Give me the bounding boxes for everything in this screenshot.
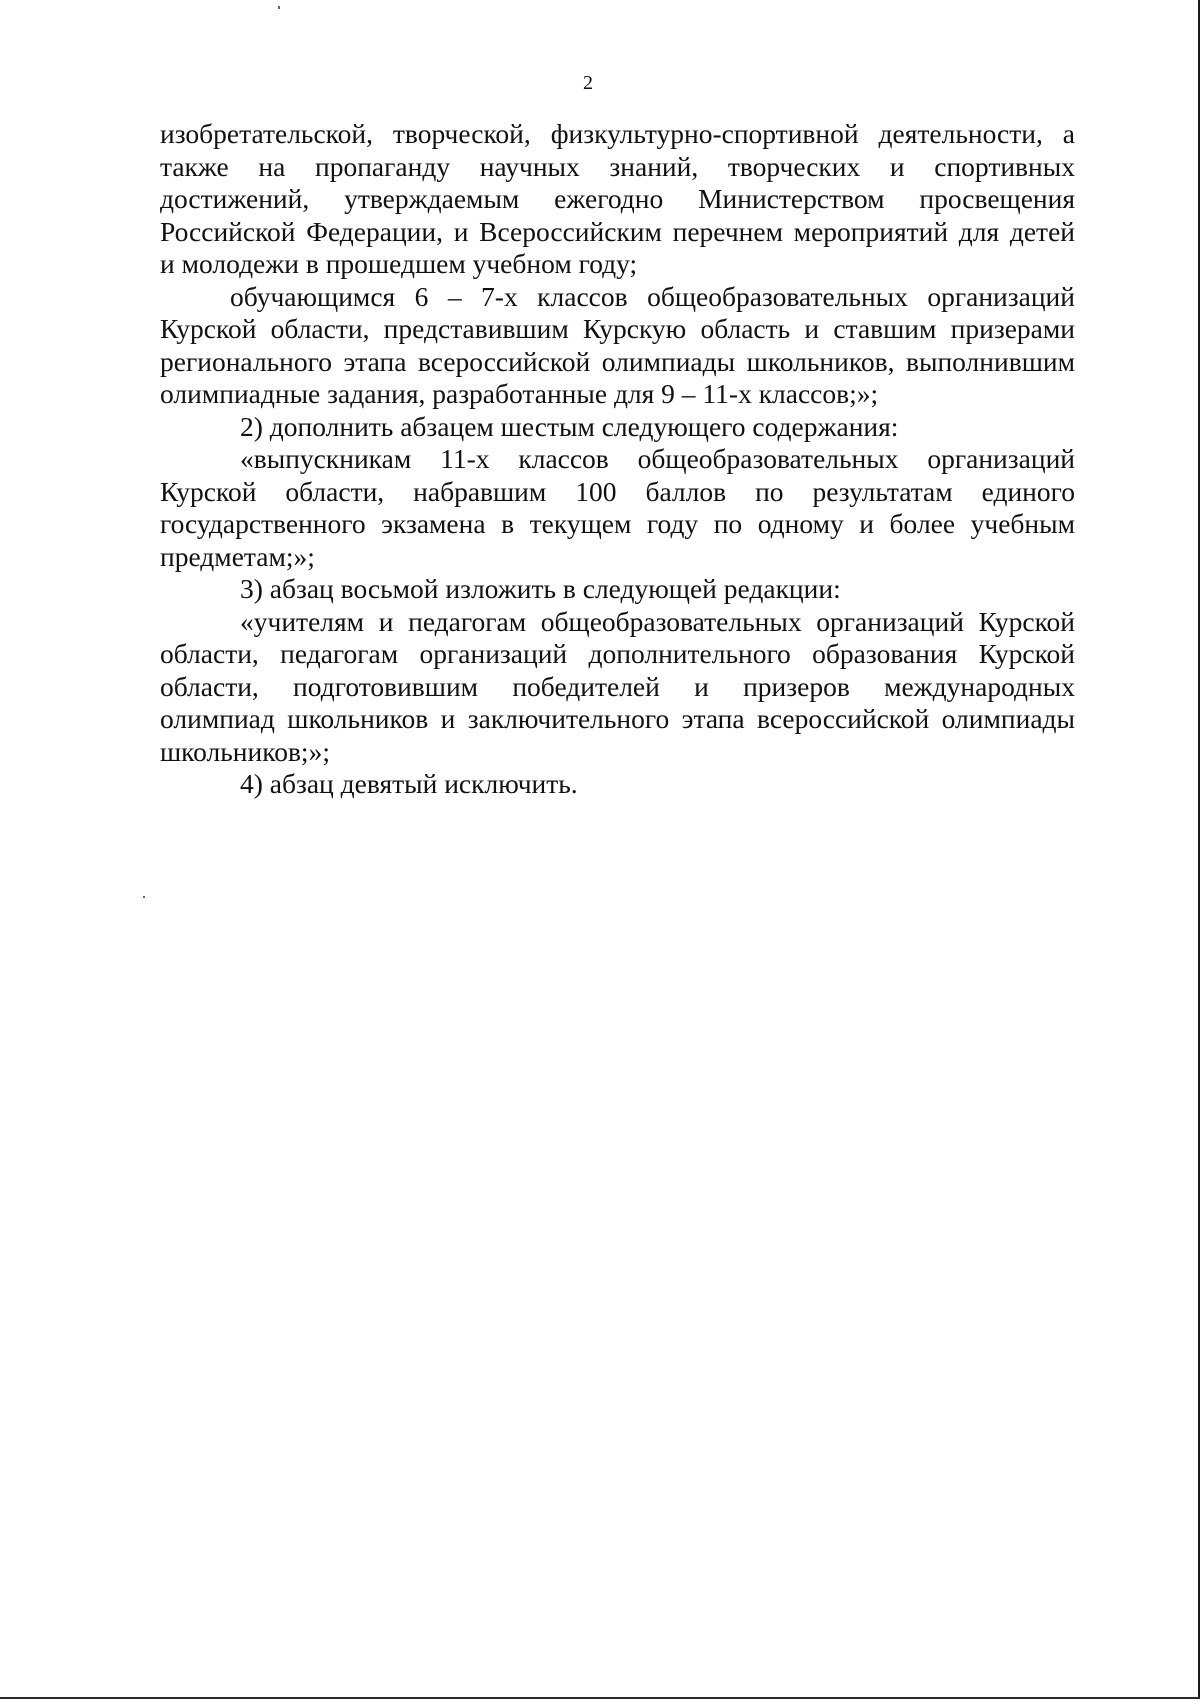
text-line: обучающимся 6 – 7-х классов общеобразовательных организаций — [230, 280, 1075, 312]
paragraph-item-2 — [160, 411, 1075, 444]
text-line: олимпиад школьников и заключительного этапа всероссийской олимпиады — [160, 703, 1075, 734]
text-line: школьников;»; — [160, 735, 330, 767]
text-line: Курской области, набравшим 100 баллов по результатам единого — [160, 475, 1075, 507]
paragraph-teachers — [160, 606, 1075, 769]
text-line: «выпускникам 11-х классов общеобразовательных организаций — [240, 443, 1075, 474]
text-line: регионального этапа всероссийской олимпиады школьников, выполнившим — [160, 345, 1075, 377]
text-line: области, подготовившим победителей и призеров международных — [160, 670, 1075, 702]
text-line: 2) дополнить абзацем шестым следующего содержания: — [240, 410, 899, 442]
text-line: и молодежи в прошедшем учебном году; — [160, 248, 638, 279]
paragraph-item-4 — [160, 768, 1075, 801]
scan-speck — [278, 6, 280, 9]
text-line: государственного экзамена в текущем году по одному и более учебным — [160, 508, 1075, 539]
text-line: «учителям и педагогам общеобразовательных организаций Курской — [240, 605, 1075, 637]
paragraph-students-6-7 — [160, 281, 1075, 411]
text-line: 4) абзац девятый исключить. — [240, 768, 578, 799]
paragraph-continuation — [160, 118, 1075, 281]
paragraph-graduates — [160, 443, 1075, 573]
text-line: предметам;»; — [160, 540, 315, 572]
text-line: 3) абзац восьмой изложить в следующей редакции: — [240, 573, 841, 604]
text-line: достижений, утверждаемым ежегодно Министерством просвещения — [160, 183, 1075, 214]
text-line: области, педагогам организаций дополнительного образования Курской — [160, 638, 1075, 669]
text-line: изобретательской, творческой, физкультурно-спортивной деятельности, а — [160, 118, 1075, 149]
page-number: 2 — [583, 72, 593, 94]
scan-speck — [143, 896, 145, 898]
text-line: также на пропаганду научных знаний, творческих и спортивных — [160, 150, 1075, 182]
document-body — [160, 118, 1075, 801]
text-line: Российской Федерации, и Всероссийским перечнем мероприятий для детей — [160, 215, 1075, 247]
text-line: олимпиадные задания, разработанные для 9 – 11-х классов;»; — [160, 378, 879, 409]
paragraph-item-3 — [160, 573, 1075, 606]
text-line: Курской области, представившим Курскую область и ставшим призерами — [160, 313, 1075, 344]
